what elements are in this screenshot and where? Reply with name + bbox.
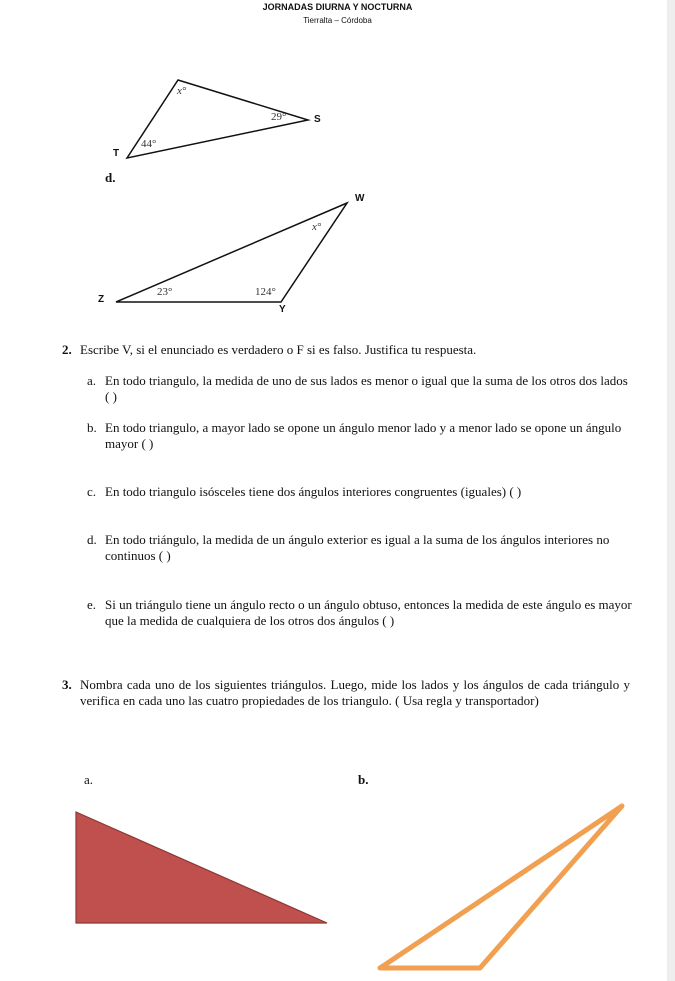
figure-label-a: a. xyxy=(84,772,94,787)
vertex-w: W xyxy=(355,193,365,204)
q3-triangles xyxy=(0,790,675,981)
q2-item-c: En todo triangulo isósceles tiene dos ángulos interiores congruentes (iguales) ( ) xyxy=(105,484,522,499)
triangle-b xyxy=(380,806,622,968)
figure-label-b: b. xyxy=(358,772,369,787)
q2-item-e: Si un triángulo tiene un ángulo recto o un ángulo obtuso, entonces la medida de este ángulo es mayor que la medida de cualquiera de los otros dos ángulos ( ) xyxy=(105,597,632,628)
q2-a-letter: a. xyxy=(87,373,97,388)
angle-x-d: x° xyxy=(312,221,322,233)
q2-c-letter: c. xyxy=(87,484,97,499)
triangles-figure xyxy=(0,0,675,330)
angle-29: 29° xyxy=(271,111,287,123)
q2-b-letter: b. xyxy=(87,420,97,435)
vertex-s: S xyxy=(314,114,321,125)
q2-number: 2. xyxy=(62,342,72,357)
triangle-a xyxy=(76,812,327,923)
figure-label-d: d. xyxy=(105,170,116,185)
q2-item-a: En todo triangulo, la medida de uno de sus lados es menor o igual que la suma de los otros dos lados ( ) xyxy=(105,373,628,404)
header-location: Tierralta – Córdoba xyxy=(303,16,372,25)
header-school-line: JORNADAS DIURNA Y NOCTURNA xyxy=(262,2,413,12)
angle-23: 23° xyxy=(157,286,173,298)
angle-44: 44° xyxy=(141,138,157,150)
vertex-t: T xyxy=(113,148,120,159)
angle-x-c: x° xyxy=(177,85,187,97)
q2-d-letter: d. xyxy=(87,532,97,547)
triangle-wzy xyxy=(116,203,347,302)
angle-124: 124° xyxy=(255,286,276,298)
vertex-z: Z xyxy=(98,294,105,305)
q3-instruction: Nombra cada uno de los siguientes triángulos. Luego, mide los lados y los ángulos de cada triángulo y verifica en cada uno las cuatro propiedades de los triangulo. ( Usa regla y transportador) xyxy=(80,677,630,708)
vertex-y: Y xyxy=(279,304,286,315)
q3-number: 3. xyxy=(62,677,72,692)
q2-item-d: En todo triángulo, la medida de un ángulo exterior es igual a la suma de los ángulos interiores no continuos ( ) xyxy=(105,532,610,563)
q2-instruction: Escribe V, si el enunciado es verdadero o F si es falso. Justifica tu respuesta. xyxy=(80,342,477,357)
q2-e-letter: e. xyxy=(87,597,97,612)
q2-item-b: En todo triangulo, a mayor lado se opone un ángulo menor lado y a menor lado se opone un ángulo mayor ( ) xyxy=(105,420,622,451)
